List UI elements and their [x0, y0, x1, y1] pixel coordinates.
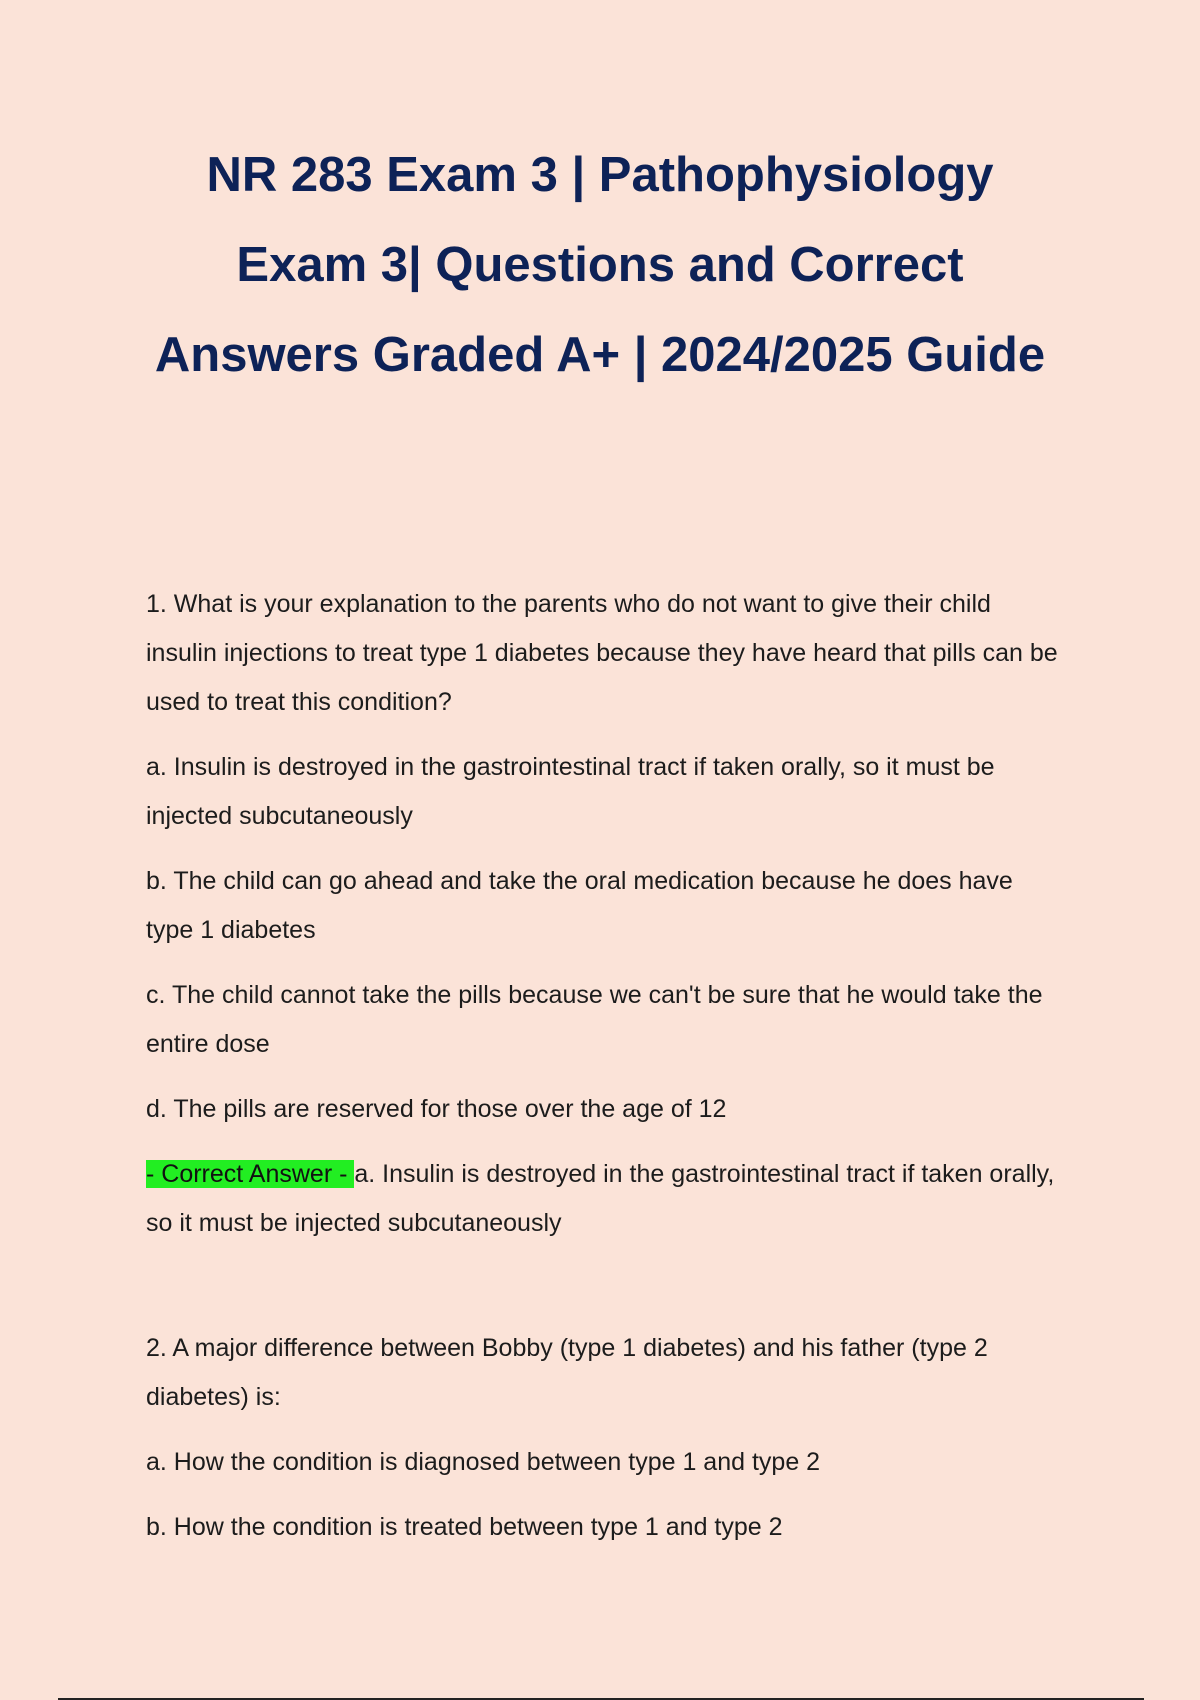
- question-block: [146, 1324, 1066, 1552]
- question-text: 2. A major difference between Bobby (type 1 diabetes) and his father (type 2 diabetes) is:: [146, 1334, 988, 1411]
- correct-answer-text: a. Insulin is destroyed in the gastrointestinal tract if taken orally, so it must be injected subcutaneously: [146, 1160, 1055, 1237]
- document-title: NR 283 Exam 3 | Pathophysiology Exam 3| Questions and Correct Answers Graded A+ | 2024/2025 Guide: [154, 148, 1046, 382]
- correct-answer: [146, 1150, 1066, 1248]
- answer-option-c: c. The child cannot take the pills because we can't be sure that he would take the entire dose: [146, 981, 1043, 1058]
- answer-option-b: b. How the condition is treated between type 1 and type 2: [146, 1513, 783, 1541]
- answer-option-a: a. How the condition is diagnosed between type 1 and type 2: [146, 1448, 821, 1476]
- question-text: 1. What is your explanation to the parents who do not want to give their child insulin injections to treat type 1 diabetes because they have heard that pills can be used to treat this condition?: [146, 590, 1058, 716]
- document-content: [146, 580, 1066, 1568]
- question-block: [146, 580, 1066, 1248]
- answer-option-b: b. The child can go ahead and take the oral medication because he does have type 1 diabetes: [146, 867, 1013, 944]
- answer-option-d: d. The pills are reserved for those over the age of 12: [146, 1095, 727, 1123]
- question-spacer: [146, 1264, 1066, 1324]
- answer-option-a: a. Insulin is destroyed in the gastrointestinal tract if taken orally, so it must be injected subcutaneously: [146, 753, 995, 830]
- correct-answer-label: - Correct Answer -: [146, 1160, 355, 1188]
